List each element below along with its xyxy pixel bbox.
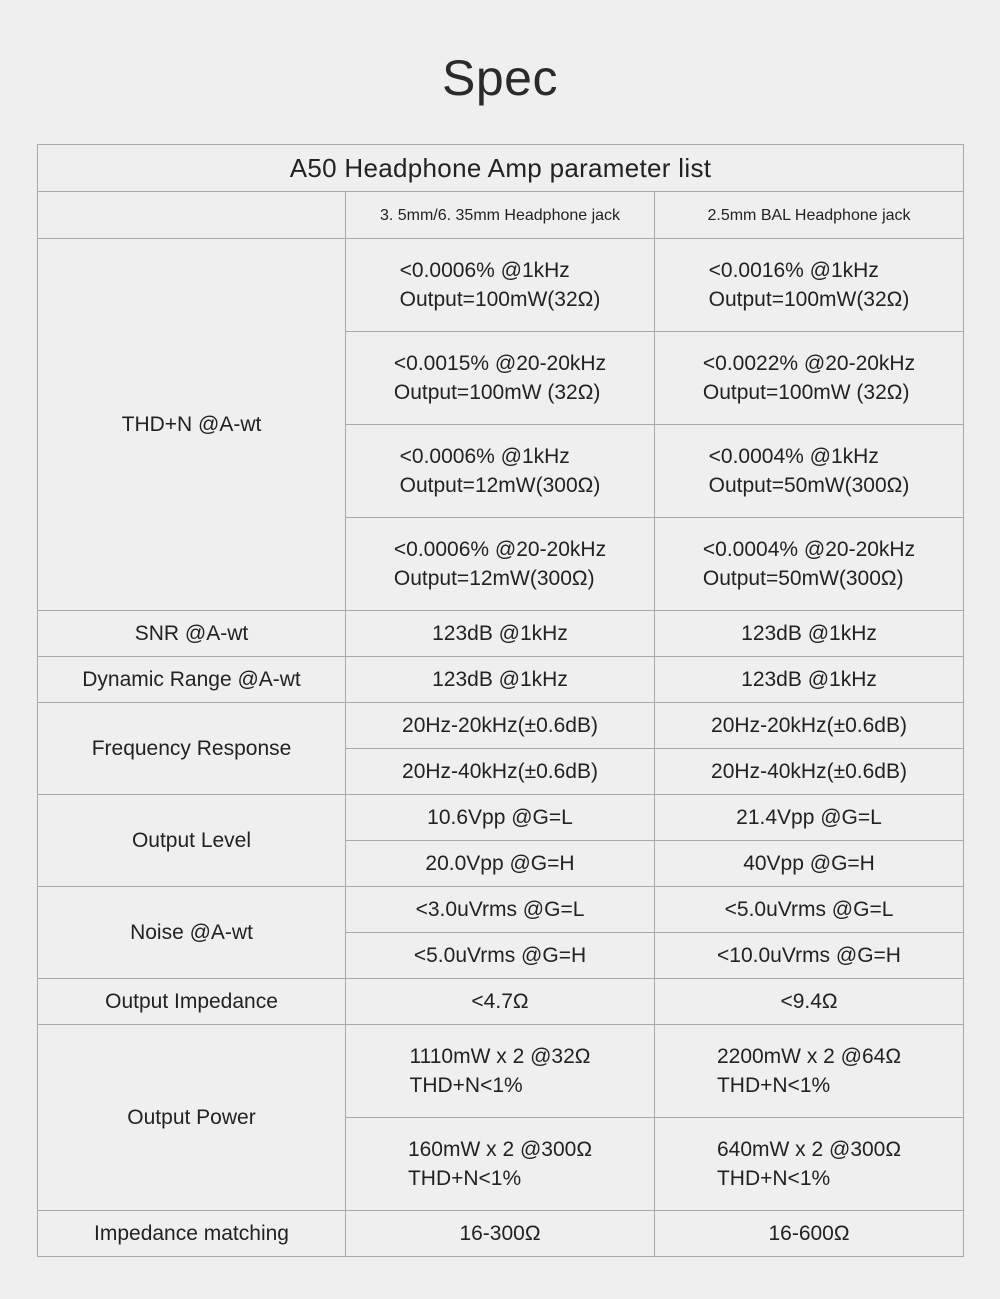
- column-header-row: [38, 192, 964, 239]
- table-cell: 123dB @1kHz: [346, 657, 655, 703]
- table-cell: 20Hz-20kHz(±0.6dB): [655, 703, 964, 749]
- table-cell: <5.0uVrms @G=H: [346, 933, 655, 979]
- table-cell: 20Hz-20kHz(±0.6dB): [346, 703, 655, 749]
- page-title: Spec: [442, 50, 558, 106]
- table-cell: 20Hz-40kHz(±0.6dB): [346, 749, 655, 795]
- table-cell: 123dB @1kHz: [655, 611, 964, 657]
- table-row: [38, 239, 964, 332]
- column-header-balanced: 2.5mm BAL Headphone jack: [655, 192, 964, 239]
- table-row: [38, 703, 964, 749]
- table-cell: 10.6Vpp @G=L: [346, 795, 655, 841]
- cell-line: 2200mW x 2 @64Ω: [716, 1045, 902, 1068]
- table-cell: [655, 518, 964, 611]
- cell-line: <0.0004% @20-20kHz: [702, 538, 916, 561]
- cell-line: 160mW x 2 @300Ω: [407, 1138, 593, 1161]
- table-cell: [655, 239, 964, 332]
- table-row: [38, 887, 964, 933]
- table-cell: [346, 425, 655, 518]
- table-cell: 20Hz-40kHz(±0.6dB): [655, 749, 964, 795]
- cell-line: <0.0015% @20-20kHz: [393, 352, 607, 375]
- table-cell: [655, 332, 964, 425]
- row-label-output-level: Output Level: [38, 795, 346, 887]
- row-label-output-power: Output Power: [38, 1025, 346, 1211]
- table-row: [38, 611, 964, 657]
- cell-line: 640mW x 2 @300Ω: [716, 1138, 902, 1161]
- cell-line: Output=50mW(300Ω): [702, 567, 904, 590]
- cell-line: <0.0004% @1kHz: [708, 445, 879, 468]
- table-caption-row: [38, 145, 964, 192]
- column-header-single-ended: 3. 5mm/6. 35mm Headphone jack: [346, 192, 655, 239]
- table-cell: [655, 1025, 964, 1118]
- cell-line: THD+N<1%: [409, 1074, 523, 1097]
- table-cell: [655, 1118, 964, 1211]
- cell-line: THD+N<1%: [716, 1074, 831, 1097]
- table-cell: <10.0uVrms @G=H: [655, 933, 964, 979]
- cell-line: Output=100mW (32Ω): [393, 381, 601, 404]
- table-cell: 16-300Ω: [346, 1211, 655, 1257]
- cell-line: <0.0016% @1kHz: [708, 259, 879, 282]
- cell-line: Output=12mW(300Ω): [393, 567, 595, 590]
- cell-line: Output=100mW(32Ω): [399, 288, 601, 311]
- table-cell: <4.7Ω: [346, 979, 655, 1025]
- table-cell: [346, 518, 655, 611]
- cell-line: <0.0006% @1kHz: [399, 445, 570, 468]
- cell-line: <0.0022% @20-20kHz: [702, 352, 916, 375]
- table-cell: [346, 239, 655, 332]
- table-cell: <9.4Ω: [655, 979, 964, 1025]
- cell-line: Output=100mW(32Ω): [708, 288, 910, 311]
- table-caption: A50 Headphone Amp parameter list: [38, 145, 964, 192]
- cell-line: Output=12mW(300Ω): [399, 474, 601, 497]
- cell-line: <0.0006% @1kHz: [399, 259, 570, 282]
- spec-table: [37, 144, 964, 1257]
- row-label-output-impedance: Output Impedance: [38, 979, 346, 1025]
- cell-line: THD+N<1%: [716, 1167, 831, 1190]
- table-cell: 16-600Ω: [655, 1211, 964, 1257]
- table-row: [38, 979, 964, 1025]
- table-cell: 123dB @1kHz: [346, 611, 655, 657]
- table-row: [38, 657, 964, 703]
- table-cell: [655, 425, 964, 518]
- cell-line: <0.0006% @20-20kHz: [393, 538, 607, 561]
- cell-line: 1110mW x 2 @32Ω: [409, 1045, 591, 1068]
- table-cell: 123dB @1kHz: [655, 657, 964, 703]
- table-cell: <3.0uVrms @G=L: [346, 887, 655, 933]
- table-cell: 21.4Vpp @G=L: [655, 795, 964, 841]
- table-cell: <5.0uVrms @G=L: [655, 887, 964, 933]
- cell-line: THD+N<1%: [407, 1167, 522, 1190]
- cell-line: Output=50mW(300Ω): [708, 474, 910, 497]
- column-header-empty: [38, 192, 346, 239]
- row-label-snr: SNR @A-wt: [38, 611, 346, 657]
- row-label-thd: THD+N @A-wt: [38, 239, 346, 611]
- row-label-frequency-response: Frequency Response: [38, 703, 346, 795]
- table-cell: [346, 1025, 655, 1118]
- table-cell: [346, 332, 655, 425]
- cell-line: Output=100mW (32Ω): [702, 381, 910, 404]
- row-label-dynamic-range: Dynamic Range @A-wt: [38, 657, 346, 703]
- row-label-noise: Noise @A-wt: [38, 887, 346, 979]
- table-cell: [346, 1118, 655, 1211]
- table-cell: 20.0Vpp @G=H: [346, 841, 655, 887]
- table-row: [38, 1211, 964, 1257]
- table-cell: 40Vpp @G=H: [655, 841, 964, 887]
- table-row: [38, 795, 964, 841]
- table-row: [38, 1025, 964, 1118]
- row-label-impedance-matching: Impedance matching: [38, 1211, 346, 1257]
